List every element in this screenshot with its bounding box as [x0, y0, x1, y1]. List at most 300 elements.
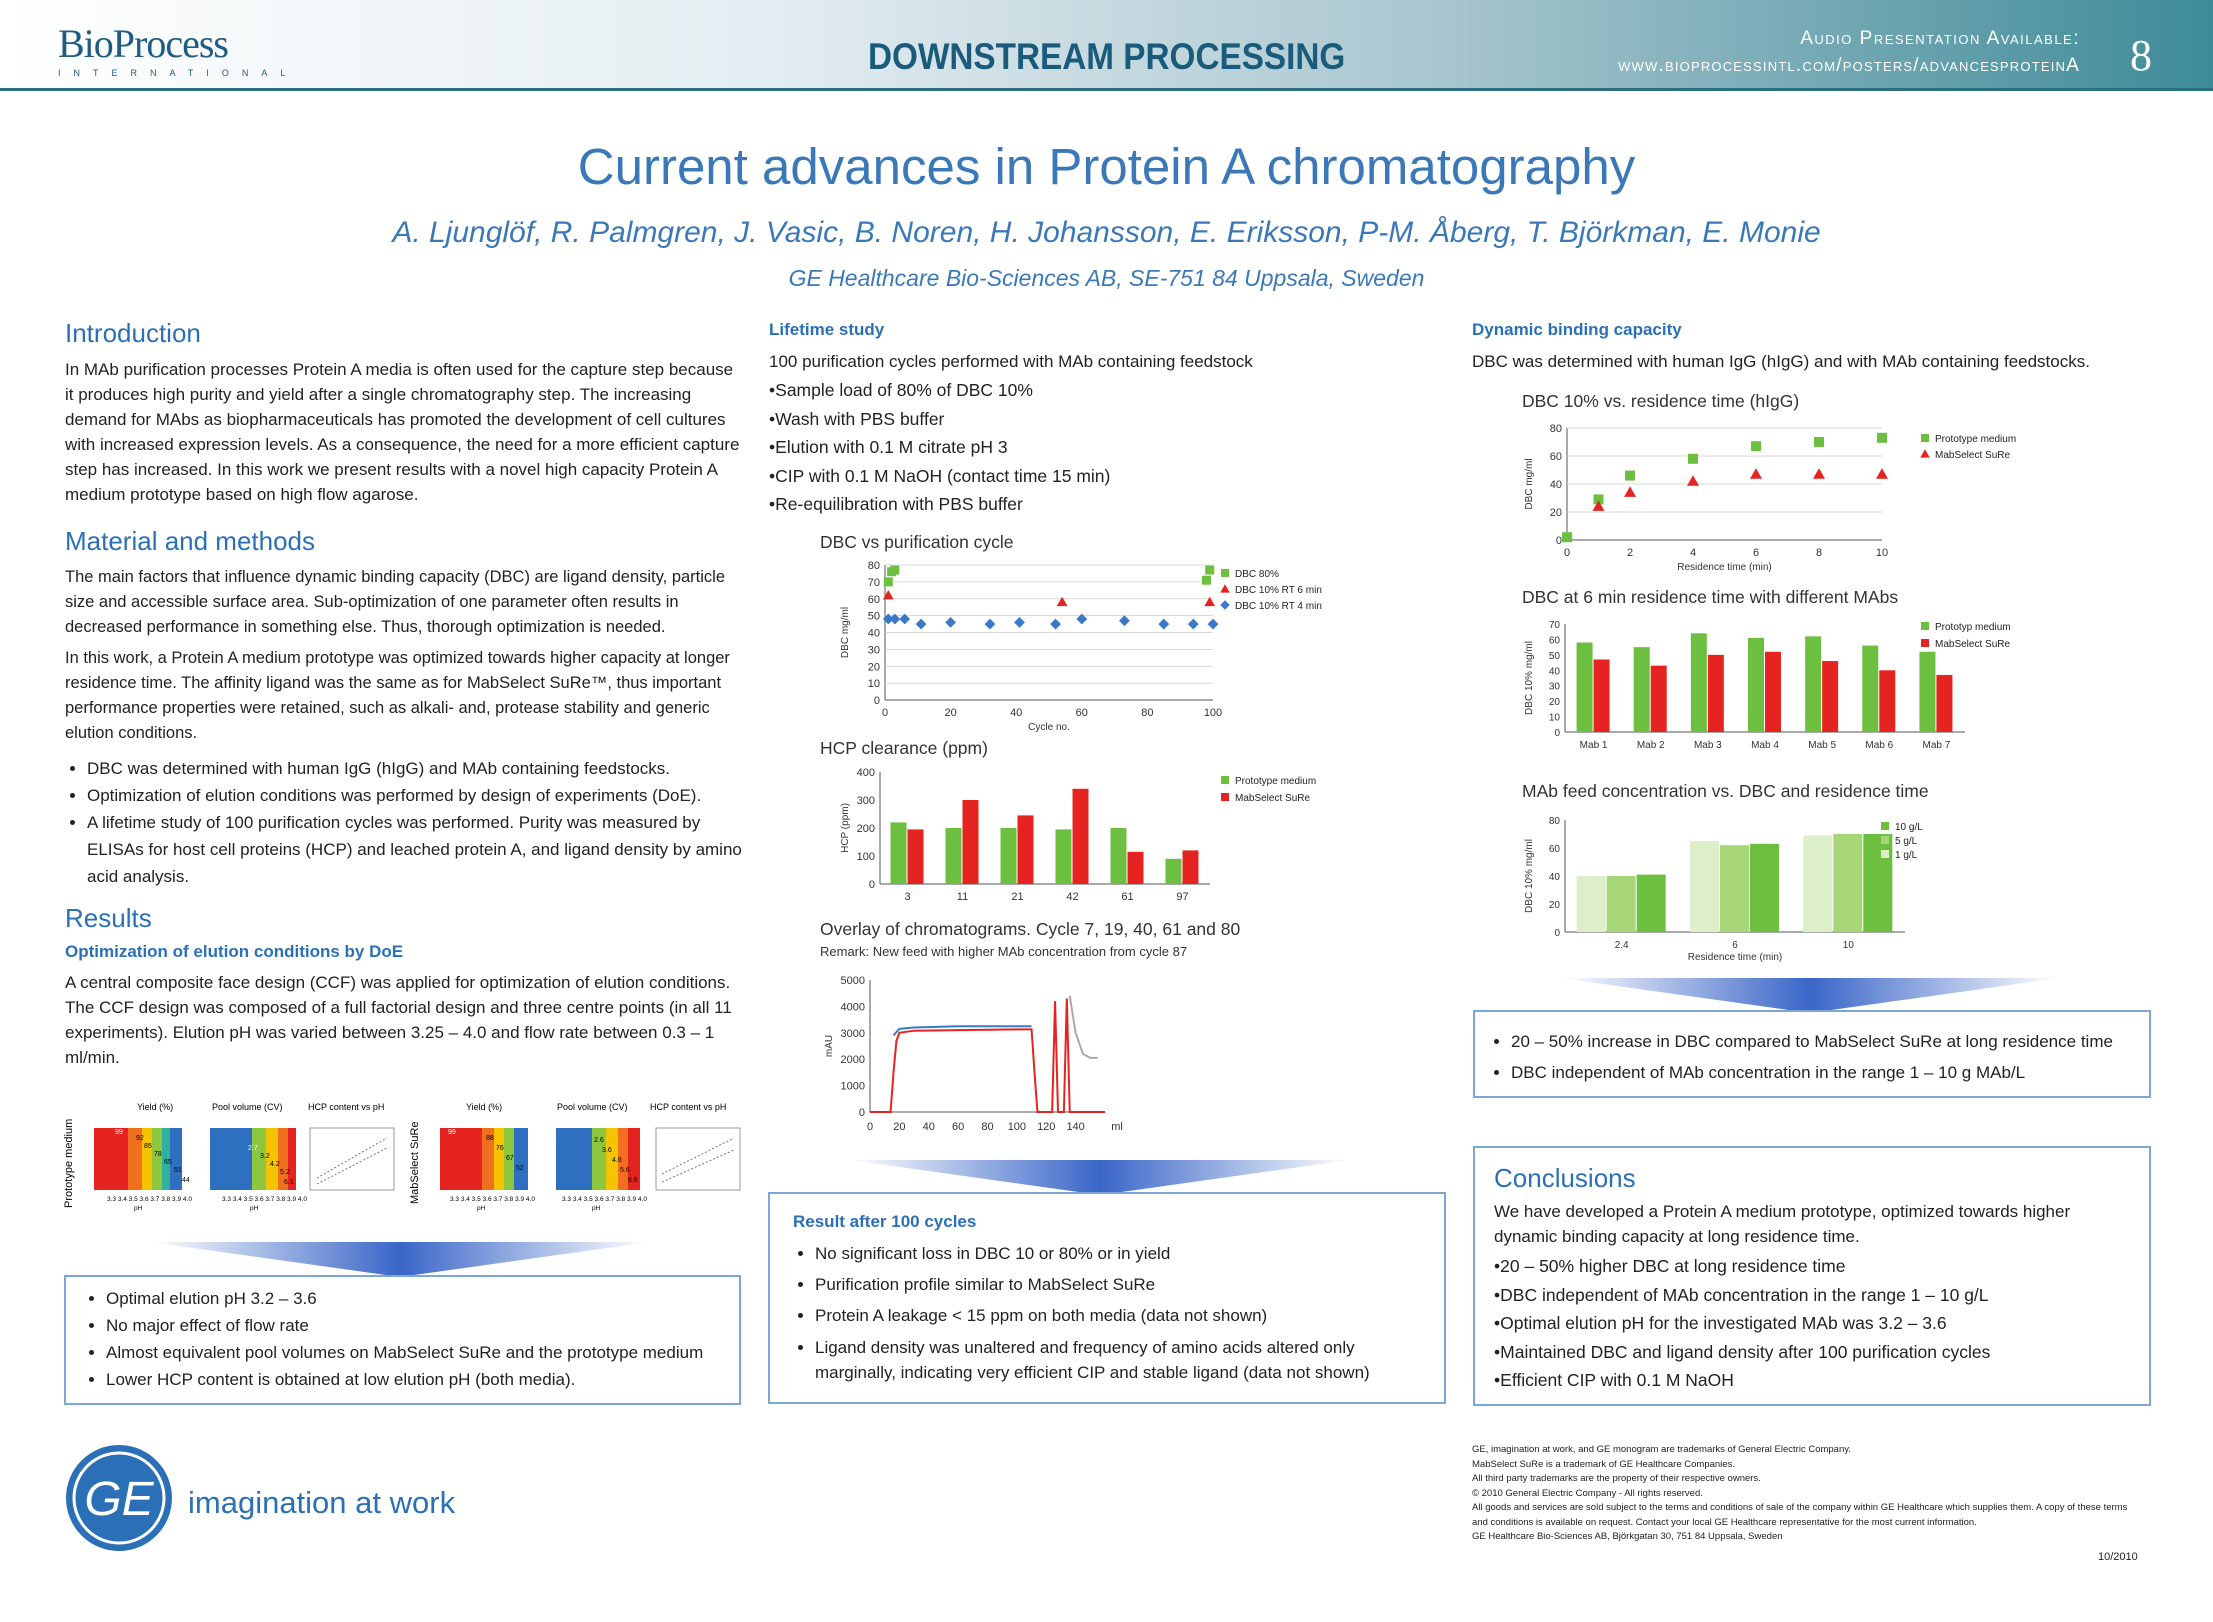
- doe-summary-box: [64, 1275, 741, 1405]
- y-tick-label: 2000: [840, 1054, 865, 1067]
- header-divider: [0, 88, 2213, 91]
- data-point-triangle: [1920, 449, 1930, 457]
- doe-x-label: pH: [477, 1205, 486, 1212]
- page-number: 8: [2130, 31, 2152, 80]
- bar: [1651, 666, 1667, 732]
- legend-label: MabSelect SuRe: [1935, 639, 2011, 650]
- list-item: • Ligand density was unaltered and frequency of amino acids altered only marginally, indicating very efficient CIP and stable ligand (data not shown): [815, 1335, 1435, 1385]
- doe-contour-label: 78: [154, 1151, 162, 1158]
- bar: [1594, 659, 1610, 732]
- y-tick-label: 0: [1555, 535, 1562, 547]
- x-axis-label: Residence time (min): [1677, 562, 1772, 573]
- y-tick-label: 40: [867, 627, 880, 640]
- list-item: • Purification profile similar to MabSelect SuRe: [815, 1269, 1435, 1300]
- y-tick-label: 60: [1548, 844, 1560, 855]
- doe-contour-label: 85: [144, 1143, 152, 1150]
- doe-x-ticks: 3.3 3.4 3.5 3.6 3.7 3.8 3.9 4.0: [450, 1196, 535, 1203]
- list-item: • Wash with PBS buffer: [769, 405, 1369, 434]
- x-tick-label: 0: [1563, 547, 1571, 559]
- x-tick-label: 11: [956, 891, 969, 903]
- legal-line: GE Healthcare Bio-Sciences AB, Björkgatan 30, 751 84 Uppsala, Sweden: [1472, 1531, 1783, 1542]
- y-tick-label: 50: [1548, 650, 1560, 662]
- doe-panel-title: HCP content vs pH: [650, 1102, 727, 1112]
- y-tick-label: 60: [1549, 451, 1562, 463]
- doe-x-ticks: 3.3 3.4 3.5 3.6 3.7 3.8 3.9 4.0: [107, 1196, 192, 1203]
- x-tick-label: 0: [881, 707, 889, 719]
- list-item: • Almost equivalent pool volumes on MabSelect SuRe and the prototype medium: [106, 1339, 739, 1366]
- legend-label: Prototype medium: [1935, 434, 2017, 445]
- bioprocess-logo-sub: INTERNATIONAL: [58, 68, 299, 78]
- x-tick-label: 10: [1842, 940, 1854, 951]
- x-tick-label: Mab 4: [1751, 740, 1779, 751]
- data-point-triangle: [1876, 468, 1888, 479]
- y-tick-label: 10: [1548, 712, 1560, 724]
- data-point-square: [1221, 776, 1229, 784]
- list-item: • Efficient CIP with 0.1 M NaOH: [1494, 1366, 2134, 1395]
- doe-row-label-sure: MabSelect SuRe: [409, 1121, 421, 1204]
- data-point-square: [1921, 622, 1929, 630]
- x-tick-label: 140: [1066, 1121, 1085, 1133]
- list-item: • Re-equilibration with PBS buffer: [769, 490, 1369, 519]
- x-tick-label: 0: [866, 1121, 874, 1133]
- y-axis-label: DBC mg/ml: [1524, 458, 1535, 510]
- data-point-square: [1202, 576, 1211, 585]
- x-tick-label: 42: [1066, 891, 1079, 903]
- conclusions-intro: We have developed a Protein A medium prototype, optimized towards higher dynamic binding capacity at long residence time.: [1494, 1202, 2071, 1246]
- y-tick-label: 0: [873, 695, 880, 707]
- audio-link[interactable]: www.bioprocessintl.com/posters/advancesproteinA: [1618, 55, 2080, 76]
- y-tick-label: 40: [1549, 479, 1562, 491]
- doe-contour-label: 99: [448, 1129, 456, 1136]
- data-point-triangle: [1750, 468, 1762, 479]
- y-tick-label: 80: [1549, 423, 1562, 435]
- y-tick-label: 10: [867, 678, 880, 691]
- doe-contour-label: 3.6: [602, 1147, 612, 1154]
- bar: [1720, 845, 1749, 932]
- x-tick-label: Mab 7: [1922, 740, 1951, 751]
- bar: [1018, 815, 1034, 884]
- doe-contour-plots: [62, 1098, 752, 1218]
- ge-logo-icon: [64, 1443, 174, 1553]
- lifetime-intro: 100 purification cycles performed with MAb containing feedstock: [769, 352, 1253, 371]
- doe-yield-contour-sure: [440, 1128, 528, 1190]
- bar: [1183, 850, 1199, 884]
- y-tick-label: 20: [867, 661, 880, 674]
- dbc-intro: DBC was determined with human IgG (hIgG) and with MAb containing feedstocks.: [1472, 352, 2090, 371]
- chart-title: HCP clearance (ppm): [820, 738, 988, 758]
- lifetime-bullets: [769, 376, 1369, 519]
- bar: [1637, 875, 1666, 932]
- data-point-square: [1881, 850, 1889, 858]
- bar: [946, 828, 962, 884]
- y-tick-label: 0: [868, 879, 875, 891]
- bar: [1577, 643, 1593, 732]
- doe-contour-label: 2.7: [248, 1145, 258, 1152]
- results-heading: Results: [65, 903, 152, 933]
- y-axis-label: DBC 10% mg/ml: [1524, 839, 1535, 913]
- legend-label: DBC 10% RT 6 min: [1235, 585, 1322, 596]
- intro-heading: Introduction: [65, 318, 201, 348]
- doe-subheading: Optimization of elution conditions by DoE: [65, 942, 404, 961]
- bar: [1803, 835, 1832, 932]
- conclusions-box: [1473, 1146, 2151, 1406]
- bar: [1607, 876, 1636, 932]
- list-item: • No significant loss in DBC 10 or 80% or in yield: [815, 1238, 1435, 1269]
- x-tick-label: 100: [1007, 1121, 1027, 1133]
- doe-hcp-plot-sure: [656, 1128, 740, 1190]
- bar: [963, 800, 979, 884]
- x-tick-label: Mab 1: [1579, 740, 1608, 751]
- doe-contour-label: 2.6: [594, 1137, 604, 1144]
- list-item: • Sample load of 80% of DBC 10%: [769, 376, 1369, 405]
- chart-title: DBC 10% vs. residence time (hIgG): [1522, 391, 1800, 411]
- data-point-square: [890, 566, 899, 575]
- data-point-diamond: [899, 614, 910, 625]
- legend-label: 1 g/L: [1895, 850, 1918, 861]
- doe-hcp-plot-prototype: [310, 1128, 394, 1190]
- x-tick-label: 2: [1626, 547, 1634, 559]
- bar: [1001, 828, 1017, 884]
- x-tick-label: 60: [1075, 707, 1088, 719]
- y-tick-label: 60: [1548, 635, 1560, 647]
- chromatogram-line: [1070, 996, 1098, 1058]
- chromatogram-chart: [820, 968, 1140, 1143]
- bar: [1919, 652, 1935, 732]
- list-item: • Lower HCP content is obtained at low elution pH (both media).: [106, 1366, 739, 1393]
- x-tick-label: 40: [1010, 707, 1023, 719]
- bar: [1765, 652, 1781, 732]
- data-point-square: [1814, 437, 1824, 447]
- ge-logo-text: GE: [84, 1473, 154, 1526]
- bar: [1833, 834, 1862, 932]
- chart-title: Overlay of chromatograms. Cycle 7, 19, 40, 61 and 80: [820, 919, 1241, 939]
- poster-date: 10/2010: [2098, 1551, 2138, 1563]
- x-tick-label: 60: [952, 1121, 965, 1133]
- bar: [1691, 633, 1707, 732]
- result-heading: Result after 100 cycles: [793, 1212, 977, 1231]
- x-tick-label: 20: [944, 707, 957, 719]
- y-tick-label: 80: [1548, 816, 1560, 827]
- doe-contour-label: 51: [174, 1167, 182, 1174]
- doe-contour-label: 5.2: [280, 1169, 290, 1176]
- legend-label: Prototype medium: [1235, 776, 1317, 787]
- bar: [1111, 828, 1127, 884]
- doe-contour-label: 88: [486, 1135, 494, 1142]
- y-tick-label: 50: [867, 610, 880, 623]
- legend-label: 5 g/L: [1895, 836, 1918, 847]
- legend-label: DBC 10% RT 4 min: [1235, 601, 1322, 612]
- legal-line: All goods and services are sold subject to the terms and conditions of sale of the company within GE Healthcare which supplies them. A copy of these terms and conditions is available on request. Contact your local GE Healthcare representative for the most current information.: [1472, 1502, 2128, 1528]
- data-point-square: [1221, 793, 1229, 801]
- doe-pool-contour-sure: [556, 1128, 640, 1190]
- data-point-diamond: [985, 619, 996, 630]
- legend-label: DBC 80%: [1235, 569, 1279, 580]
- doe-contour-label: 76: [496, 1145, 504, 1152]
- legal-line: MabSelect SuRe is a trademark of GE Healthcare Companies.: [1472, 1458, 1735, 1470]
- data-point-square: [1881, 836, 1889, 844]
- list-item: • 20 – 50% higher DBC at long residence time: [1494, 1252, 2134, 1281]
- doe-pool-contour-prototype: [210, 1128, 296, 1190]
- doe-panel-title: Pool volume (CV): [212, 1102, 283, 1112]
- legend-label: MabSelect SuRe: [1935, 450, 2011, 461]
- dbc-summary-box: [1473, 1010, 2151, 1098]
- data-point-square: [1221, 569, 1229, 577]
- data-point-diamond: [1208, 619, 1219, 630]
- x-tick-label: 2.4: [1614, 940, 1629, 951]
- data-point-triangle: [1220, 584, 1230, 592]
- y-tick-label: 30: [1548, 681, 1560, 693]
- doe-contour-label: 65: [164, 1159, 172, 1166]
- doe-x-ticks: 3.3 3.4 3.5 3.6 3.7 3.8 3.9 4.0: [222, 1196, 307, 1203]
- legend-label: 10 g/L: [1895, 822, 1923, 833]
- data-point-triangle: [1624, 486, 1636, 497]
- data-point-diamond: [1158, 619, 1169, 630]
- audio-label: Audio Presentation Available:: [1800, 28, 2080, 49]
- chromatogram-line: [870, 998, 1105, 1112]
- x-tick-label: Mab 6: [1865, 740, 1894, 751]
- bar: [1748, 638, 1764, 732]
- doe-yield-contour-prototype: [94, 1128, 190, 1190]
- y-tick-label: 1000: [840, 1080, 865, 1093]
- x-tick-label: 97: [1176, 891, 1189, 903]
- list-item: • DBC was determined with human IgG (hIgG) and MAb containing feedstocks.: [87, 755, 755, 782]
- list-item: • A lifetime study of 100 purification cycles was performed. Purity was measured by ELISAs for host cell proteins (HCP) and leached protein A, and ligand density by amino acid analysis.: [87, 809, 755, 890]
- data-point-triangle: [1687, 475, 1699, 486]
- list-item: • Elution with 0.1 M citrate pH 3: [769, 433, 1369, 462]
- dbc-mabs-chart: [1520, 612, 2100, 762]
- hcp-chart: [830, 763, 1317, 913]
- doe-x-ticks: 3.3 3.4 3.5 3.6 3.7 3.8 3.9 4.0: [562, 1196, 647, 1203]
- y-tick-label: 0: [1554, 928, 1560, 939]
- x-tick-label: 10: [1875, 547, 1889, 559]
- poster-title: Current advances in Protein A chromatography: [577, 138, 1636, 195]
- data-point-square: [1877, 433, 1887, 443]
- lifetime-heading: Lifetime study: [769, 320, 885, 339]
- doe-panel-title: Yield (%): [137, 1102, 174, 1112]
- data-point-square: [1921, 434, 1929, 442]
- x-tick-label: Mab 5: [1808, 740, 1837, 751]
- y-axis-label: DBC 10% mg/ml: [1524, 641, 1535, 715]
- bar: [1634, 647, 1650, 732]
- feed-conc-chart: [1520, 808, 2100, 968]
- x-axis-label: Cycle no.: [1028, 722, 1070, 733]
- bar: [1708, 655, 1724, 732]
- chart-title: DBC at 6 min residence time with different MAbs: [1522, 587, 1899, 607]
- doe-contour-label: 4.6: [612, 1157, 622, 1164]
- doe-contour-label: 5.6: [620, 1167, 630, 1174]
- doe-panel-title: Pool volume (CV): [557, 1102, 628, 1112]
- x-tick-label: 4: [1689, 547, 1697, 559]
- list-item: • CIP with 0.1 M NaOH (contact time 15 min): [769, 462, 1369, 491]
- dbc-cycle-chart: [830, 558, 1322, 738]
- intro-text: In MAb purification processes Protein A media is often used for the capture step because it produces high purity and yield after a single chromatography step. The increasing demand for MAbs as biopharmaceuticals has promoted the development of cell cultures with increased expression levels. As a consequence, the need for a more efficient capture step has increased. In this work we present results with a novel high capacity Protein A medium prototype based on high flow agarose.: [65, 360, 740, 504]
- y-tick-label: 3000: [840, 1027, 865, 1040]
- x-tick-label: 61: [1121, 891, 1134, 903]
- y-tick-label: 4000: [840, 1001, 865, 1014]
- data-point-square: [1562, 532, 1572, 542]
- data-point-square: [1688, 454, 1698, 464]
- y-tick-label: 0: [858, 1107, 865, 1119]
- doe-contour-label: 44: [182, 1177, 190, 1184]
- bar: [1073, 789, 1089, 884]
- bar: [1822, 661, 1838, 732]
- bar: [1862, 646, 1878, 732]
- x-tick-label: 21: [1011, 891, 1024, 903]
- bar: [1690, 841, 1719, 932]
- x-tick-label: 40: [922, 1121, 935, 1133]
- summary-arrow-icon: [1560, 978, 2060, 1013]
- y-tick-label: 100: [856, 851, 875, 863]
- x-tick-label: 8: [1815, 547, 1823, 559]
- doe-contour-label: 3.2: [260, 1153, 270, 1160]
- y-tick-label: 20: [1548, 900, 1560, 911]
- bar: [1879, 670, 1895, 732]
- x-tick-label: 3: [904, 891, 911, 903]
- x-tick-label: 20: [893, 1121, 906, 1133]
- bar: [1805, 636, 1821, 732]
- bar: [1577, 876, 1606, 932]
- bar: [1056, 829, 1072, 884]
- doe-row-label-prototype: Prototype medium: [63, 1118, 75, 1208]
- x-tick-label: Mab 2: [1636, 740, 1665, 751]
- legend-label: Prototyp medium: [1935, 622, 2011, 633]
- list-item: • Maintained DBC and ligand density after 100 purification cycles: [1494, 1338, 2134, 1367]
- x-tick-label: 80: [981, 1121, 994, 1133]
- list-item: • 20 – 50% increase in DBC compared to MabSelect SuRe at long residence time: [1511, 1026, 2149, 1057]
- list-item: • No major effect of flow rate: [106, 1312, 739, 1339]
- methods-para2: In this work, a Protein A medium prototype was optimized towards higher capacity at longer residence time. The affinity ligand was the same as for MabSelect SuRe™, thus important performance properties were retained, such as alkali- and, protease stability and generic elution conditions.: [65, 649, 730, 742]
- list-item: • DBC independent of MAb concentration in the range 1 – 10 g/L: [1494, 1281, 2134, 1310]
- doe-panel-title: HCP content vs pH: [308, 1102, 385, 1112]
- data-point-diamond: [916, 619, 927, 630]
- legal-line: All third party trademarks are the property of their respective owners.: [1472, 1473, 1761, 1484]
- y-tick-label: 30: [867, 644, 880, 657]
- data-point-square: [884, 577, 893, 586]
- y-tick-label: 200: [856, 823, 875, 835]
- y-tick-label: 40: [1548, 872, 1560, 883]
- legal-footer: [1472, 1443, 2132, 1545]
- y-tick-label: 20: [1549, 507, 1562, 519]
- x-tick-label: 120: [1037, 1121, 1056, 1133]
- bar: [1128, 852, 1144, 884]
- data-point-square: [1751, 441, 1761, 451]
- ge-tagline: imagination at work: [188, 1485, 456, 1520]
- x-tick-label: 6: [1752, 547, 1760, 559]
- doe-text: A central composite face design (CCF) was applied for optimization of elution conditions. The CCF design was composed of a full factorial design and three centre points (in all 11 experiments). Elution pH was varied between 3.25 – 4.0 and flow rate between 0.3 – 1 ml/min.: [65, 973, 732, 1067]
- x-tick-label: Mab 3: [1693, 740, 1722, 751]
- summary-arrow-icon: [150, 1242, 650, 1277]
- data-point-square: [1625, 471, 1635, 481]
- doe-contour-label: 4.2: [270, 1161, 280, 1168]
- summary-arrow-icon: [850, 1160, 1350, 1195]
- y-tick-label: 20: [1548, 697, 1560, 709]
- doe-contour-label: 92: [136, 1135, 144, 1142]
- data-point-triangle: [1813, 468, 1825, 479]
- legal-line: GE, imagination at work, and GE monogram are trademarks of General Electric Company.: [1472, 1444, 1851, 1455]
- chart-title: MAb feed concentration vs. DBC and residence time: [1522, 781, 1929, 801]
- y-tick-label: 300: [856, 795, 875, 807]
- data-point-square: [1921, 639, 1929, 647]
- doe-x-label: pH: [592, 1205, 601, 1212]
- bioprocess-logo: BioProcess: [58, 21, 228, 66]
- doe-panel-title: Yield (%): [466, 1102, 503, 1112]
- doe-x-label: pH: [250, 1205, 259, 1212]
- dbc-heading: Dynamic binding capacity: [1472, 320, 1682, 339]
- lifetime-result-box: [768, 1192, 1446, 1404]
- data-point-square: [1881, 822, 1889, 830]
- y-axis-label: HCP (ppm): [840, 803, 851, 853]
- data-point-diamond: [1220, 600, 1230, 610]
- data-point-diamond: [1014, 617, 1025, 628]
- data-point-triangle: [1057, 597, 1068, 606]
- data-point-triangle: [1204, 597, 1215, 606]
- x-tick-label: 100: [1203, 707, 1223, 719]
- data-point-diamond: [945, 617, 956, 628]
- chart-remark: Remark: New feed with higher MAb concentration from cycle 87: [820, 944, 1188, 959]
- y-tick-label: 80: [867, 560, 880, 572]
- bar: [1166, 859, 1182, 884]
- chart-title: DBC vs purification cycle: [820, 532, 1014, 552]
- list-item: • Optimal elution pH 3.2 – 3.6: [106, 1285, 739, 1312]
- y-tick-label: 0: [1554, 728, 1560, 739]
- data-point-diamond: [1076, 614, 1087, 625]
- bar: [1936, 675, 1952, 732]
- y-tick-label: 70: [1548, 620, 1560, 631]
- data-point-diamond: [1050, 619, 1061, 630]
- data-point-diamond: [889, 614, 900, 625]
- bar: [1750, 844, 1779, 932]
- x-axis-label: ml: [1111, 1121, 1123, 1133]
- bar: [908, 829, 924, 884]
- data-point-diamond: [1188, 619, 1199, 630]
- y-tick-label: 70: [867, 576, 880, 589]
- legal-line: © 2010 General Electric Company - All rights reserved.: [1472, 1487, 1703, 1499]
- methods-para1: The main factors that influence dynamic binding capacity (DBC) are ligand density, particle size and accessible surface area. Sub-optimization of one parameter often results in decreased performance in something else. Thus, thorough optimization is needed.: [65, 568, 726, 636]
- doe-contour-label: 6.1: [284, 1179, 294, 1186]
- doe-x-label: pH: [134, 1205, 143, 1212]
- y-tick-label: 400: [856, 767, 875, 779]
- bar: [1863, 834, 1892, 932]
- y-tick-label: 60: [867, 593, 880, 606]
- poster-authors: A. Ljunglöf, R. Palmgren, J. Vasic, B. Noren, H. Johansson, E. Eriksson, P-M. Åberg, T. Björkman, E. Monie: [392, 216, 1821, 249]
- bar: [891, 822, 907, 884]
- list-item: • Optimal elution pH for the investigated MAb was 3.2 – 3.6: [1494, 1309, 2134, 1338]
- x-tick-label: 80: [1141, 707, 1154, 719]
- poster-affiliation: GE Healthcare Bio-Sciences AB, SE-751 84 Uppsala, Sweden: [788, 265, 1425, 291]
- doe-contour-label: 52: [516, 1165, 524, 1172]
- doe-contour-label: 6.6: [628, 1177, 638, 1184]
- section-title: DOWNSTREAM PROCESSING: [868, 36, 1346, 77]
- y-axis-label: DBC mg/ml: [840, 606, 851, 659]
- x-axis-label: Residence time (min): [1687, 952, 1783, 963]
- conclusions-heading: Conclusions: [1494, 1163, 1636, 1193]
- y-tick-label: 40: [1548, 666, 1560, 678]
- methods-bullets: [65, 755, 755, 890]
- list-item: • DBC independent of MAb concentration in the range 1 – 10 g MAb/L: [1511, 1057, 2149, 1088]
- y-axis-label: mAU: [824, 1034, 835, 1058]
- data-point-square: [1205, 566, 1214, 575]
- legend-label: MabSelect SuRe: [1235, 793, 1311, 804]
- y-tick-label: 5000: [840, 975, 865, 987]
- dbc-residence-chart: [1520, 418, 2100, 578]
- list-item: • Protein A leakage < 15 ppm on both media (data not shown): [815, 1300, 1435, 1331]
- data-point-diamond: [1119, 615, 1130, 626]
- list-item: • Optimization of elution conditions was performed by design of experiments (DoE).: [87, 782, 755, 809]
- doe-contour-label: 99: [115, 1129, 123, 1136]
- methods-heading: Material and methods: [65, 526, 316, 556]
- doe-contour-label: 67: [506, 1155, 514, 1162]
- x-tick-label: 6: [1732, 940, 1738, 951]
